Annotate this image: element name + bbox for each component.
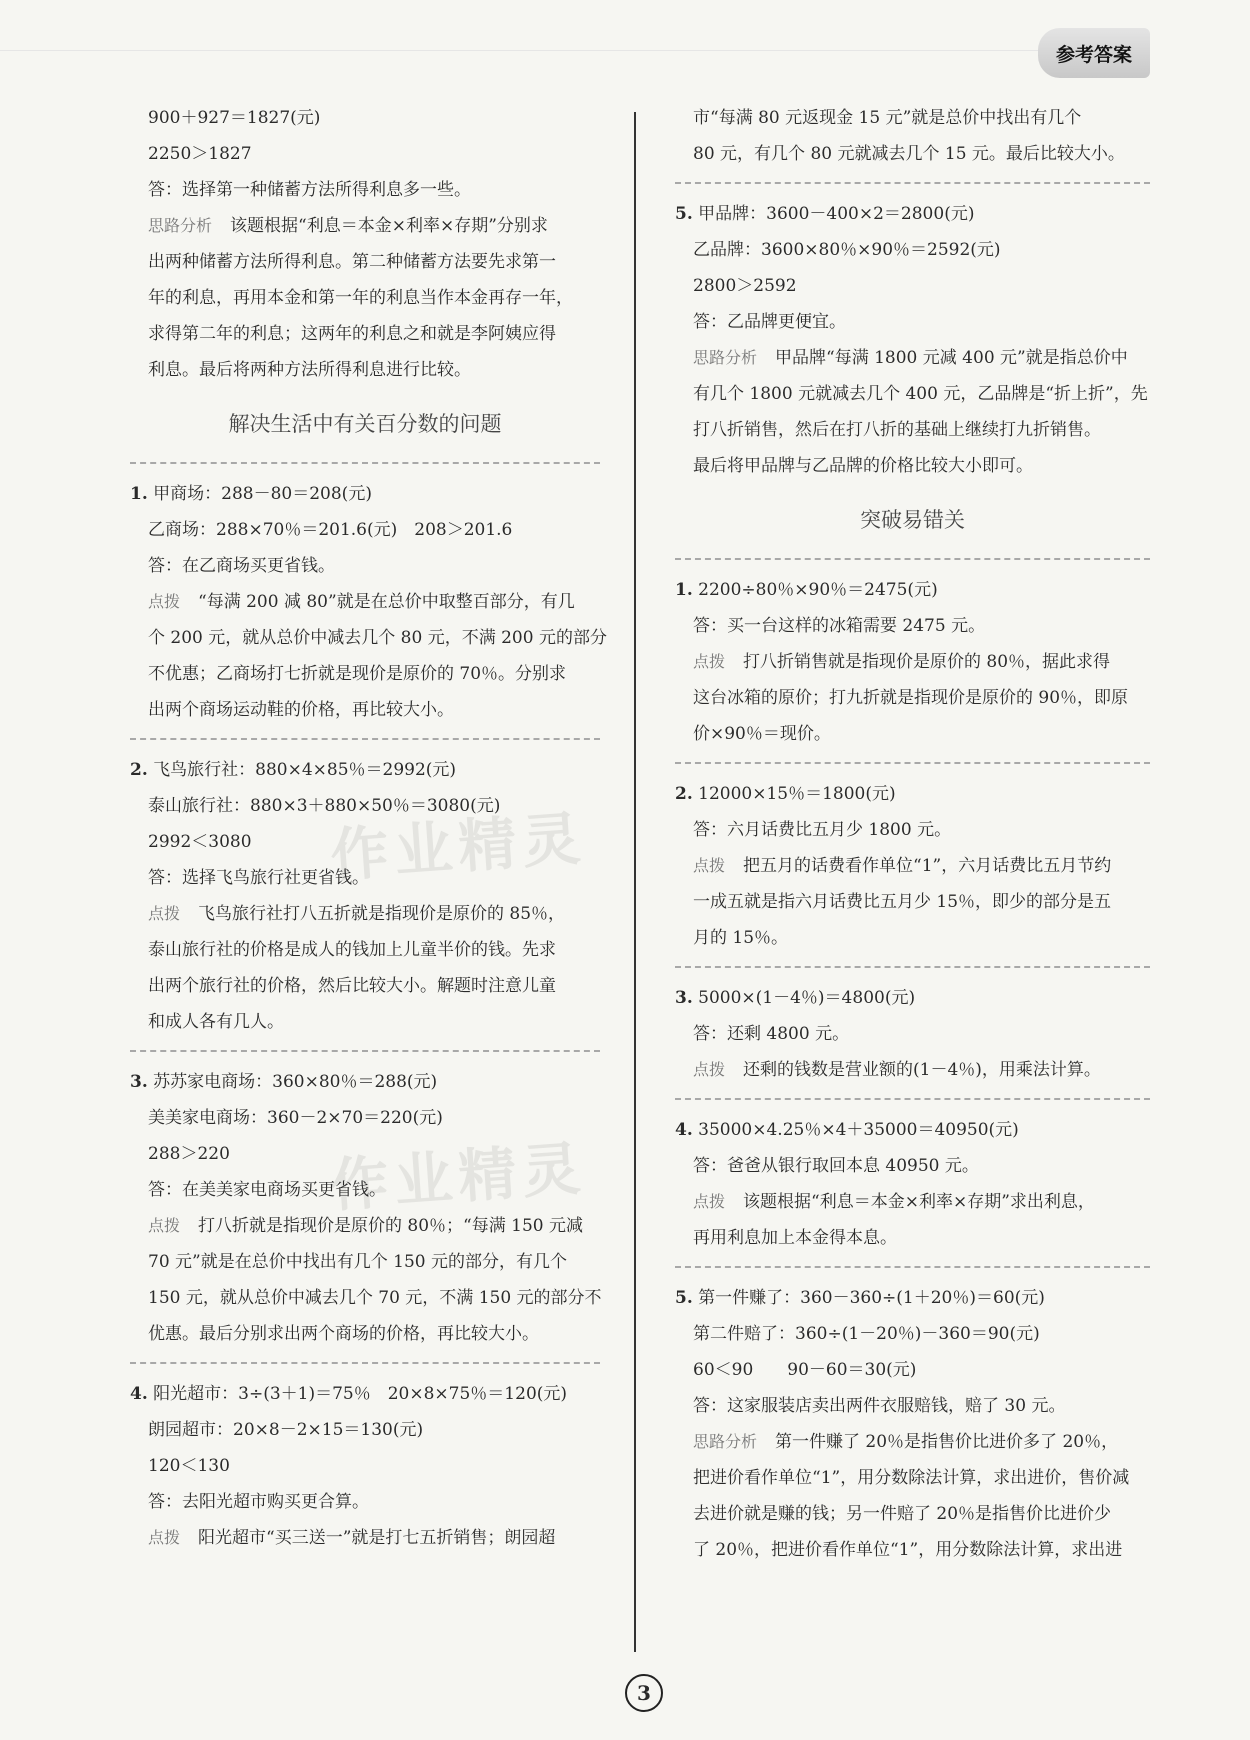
line-text: 答：爸爸从银行取回本息 40950 元。 [693,1156,979,1176]
hint-label: 思路分析 [693,348,758,367]
watermark: 作业精灵 [328,804,589,890]
question-line [130,476,600,512]
left-column [130,100,607,1556]
line-text: 80 元，有几个 80 元就减去几个 15 元。最后比较大小。 [693,144,1125,164]
text-line [130,620,607,656]
question-line [675,980,1150,1016]
text-line [675,644,1150,680]
text-line [130,208,600,244]
line-text: 美美家电商场：360－2×70＝220(元) [148,1108,443,1128]
text-line [130,824,600,860]
line-text: 月的 15％。 [693,928,789,948]
text-line [130,584,600,620]
line-text: 2200÷80％×90％＝2475(元) [698,580,938,600]
line-text: 2250＞1827 [148,144,252,164]
line-text: 还剩的钱数是营业额的(1－4％)，用乘法计算。 [743,1060,1101,1080]
line-text: 市“每满 80 元返现金 15 元”就是总价中找出有几个 [693,108,1082,128]
text-line [675,848,1150,884]
line-text: 答：选择第一种储蓄方法所得利息多一些。 [148,180,471,200]
dashed-separator [675,966,1150,968]
dashed-separator [130,462,600,464]
text-line [130,788,600,824]
text-line [130,1136,600,1172]
line-text: 把五月的话费看作单位“1”，六月话费比五月节约 [743,856,1112,876]
line-text: 2992＜3080 [148,832,252,852]
hint-label: 点拨 [693,856,726,875]
line-text: 把进价看作单位“1”，用分数除法计算，求出进价，售价减 [693,1468,1130,1488]
line-text: 第一件赚了 20％是指售价比进价多了 20％， [775,1432,1119,1452]
question-line [130,1376,600,1412]
line-text: 288＞220 [148,1144,230,1164]
text-line [675,1220,1150,1256]
text-line [130,1280,600,1316]
hint-label: 思路分析 [148,216,213,235]
text-line [130,860,600,896]
hint-label: 思路分析 [693,1432,758,1451]
text-line [675,340,1150,376]
line-text: 第二件赔了：360÷(1－20％)－360＝90(元) [693,1324,1040,1344]
line-text: 出两种储蓄方法所得利息。第二种储蓄方法要先求第一 [148,252,556,272]
dashed-separator [130,738,600,740]
line-text: 打八折销售就是指现价是原价的 80％，据此求得 [743,652,1111,672]
text-line [130,1172,600,1208]
text-line [130,1004,600,1040]
line-text: 答：买一台这样的冰箱需要 2475 元。 [693,616,986,636]
text-line [130,1412,600,1448]
question-number: 4. [130,1384,148,1404]
text-line [675,448,1150,484]
line-text: 答：去阳光超市购买更合算。 [148,1492,369,1512]
line-text: 答：在美美家电商场买更省钱。 [148,1180,386,1200]
line-text: 了 20％，把进价看作单位“1”，用分数除法计算，求出进 [693,1540,1123,1560]
text-line [130,896,600,932]
header-rule [0,50,1040,51]
line-text: 答：六月话费比五月少 1800 元。 [693,820,952,840]
text-line [675,920,1150,956]
text-line [675,608,1150,644]
line-text: 和成人各有几人。 [148,1012,284,1032]
dashed-separator [675,182,1150,184]
text-line [130,692,600,728]
line-text: 150 元，就从总价中减去几个 70 元，不满 150 元的部分不 [148,1288,602,1308]
text-line [130,1100,600,1136]
text-line [130,1316,600,1352]
text-line [675,1052,1150,1088]
line-text: 5000×(1－4％)＝4800(元) [698,988,916,1008]
line-text: 70 元”就是在总价中找出有几个 150 元的部分，有几个 [148,1252,567,1272]
line-text: 甲商场：288－80＝208(元) [153,484,372,504]
watermark: 作业精灵 [328,1134,589,1220]
section-heading: 解决生活中有关百分数的问题 [228,412,502,436]
question-line [130,1064,600,1100]
line-text: 答：选择飞鸟旅行社更省钱。 [148,868,369,888]
hint-label: 点拨 [148,1528,181,1547]
text-line [130,172,600,208]
text-line [675,1184,1150,1220]
text-line [130,548,600,584]
question-line [675,1112,1150,1148]
text-line [675,680,1150,716]
line-text: 这台冰箱的原价；打九折就是指现价是原价的 90％，即原 [693,688,1129,708]
question-line [675,196,1150,232]
text-line [675,1532,1150,1568]
line-text: 苏苏家电商场：360×80％＝288(元) [153,1072,438,1092]
text-line [675,136,1150,172]
text-line [130,656,600,692]
question-number: 5. [675,204,693,224]
line-text: 价×90％＝现价。 [693,724,831,744]
line-text: 朗园超市：20×8－2×15＝130(元) [148,1420,424,1440]
text-line [675,1016,1150,1052]
line-text: 35000×4.25％×4＋35000＝40950(元) [698,1120,1019,1140]
line-text: 个 200 元，就从总价中减去几个 80 元，不满 200 元的部分 [148,628,607,648]
dashed-separator [675,1266,1150,1268]
line-text: 乙品牌：3600×80％×90％＝2592(元) [693,240,1001,260]
line-text: 答：在乙商场买更省钱。 [148,556,335,576]
column-divider [634,112,636,1652]
text-line [675,1496,1150,1532]
line-text: 阳光超市“买三送一”就是打七五折销售；朗园超 [198,1528,556,1548]
line-text: 答：还剩 4800 元。 [693,1024,850,1044]
line-text: 优惠。最后分别求出两个商场的价格，再比较大小。 [148,1324,539,1344]
line-text: 有几个 1800 元就减去几个 400 元，乙品牌是“折上折”，先 [693,384,1148,404]
section-heading: 突破易错关 [860,508,965,532]
line-text: 打八折销售，然后在打八折的基础上继续打九折销售。 [693,420,1101,440]
question-number: 2. [130,760,148,780]
hint-label: 点拨 [148,592,181,611]
dashed-separator [130,1362,600,1364]
line-text: 最后将甲品牌与乙品牌的价格比较大小即可。 [693,456,1033,476]
line-text: 2800＞2592 [693,276,797,296]
text-line [675,812,1150,848]
line-text: 甲品牌：3600－400×2＝2800(元) [698,204,975,224]
text-line [675,884,1150,920]
question-number: 1. [675,580,693,600]
question-line [675,572,1150,608]
page-number: 3 [625,1674,663,1712]
line-text: 打八折就是指现价是原价的 80％；“每满 150 元减 [198,1216,583,1236]
dashed-separator [675,558,1150,560]
line-text: 第一件赚了：360－360÷(1＋20％)＝60(元) [698,1288,1045,1308]
text-line [675,1352,1150,1388]
text-line [675,412,1150,448]
line-text: 60＜90 90－60＝30(元) [693,1360,917,1380]
line-text: 泰山旅行社的价格是成人的钱加上儿童半价的钱。先求 [148,940,556,960]
hint-label: 点拨 [148,904,181,923]
line-text: 甲品牌“每满 1800 元减 400 元”就是指总价中 [775,348,1128,368]
line-text: 出两个旅行社的价格，然后比较大小。解题时注意儿童 [148,976,556,996]
line-text: 年的利息，再用本金和第一年的利息当作本金再存一年， [148,288,573,308]
line-text: “每满 200 减 80”就是在总价中取整百部分，有几 [198,592,575,612]
text-line [130,1244,600,1280]
text-line [675,100,1150,136]
question-line [675,776,1150,812]
line-text: 该题根据“利息＝本金×利率×存期”分别求 [230,216,548,236]
hint-label: 点拨 [693,1192,726,1211]
line-text: 求得第二年的利息；这两年的利息之和就是李阿姨应得 [148,324,556,344]
line-text: 答：这家服装店卖出两件衣服赔钱，赔了 30 元。 [693,1396,1066,1416]
line-text: 阳光超市：3÷(3＋1)＝75％ 20×8×75％＝120(元) [153,1384,568,1404]
text-line [130,968,600,1004]
line-text: 120＜130 [148,1456,230,1476]
question-number: 4. [675,1120,693,1140]
text-line [130,136,600,172]
right-column [675,100,1150,1568]
text-line [130,352,600,388]
text-line [675,1388,1150,1424]
text-line [130,1520,600,1556]
text-line [130,1448,600,1484]
line-text: 答：乙品牌更便宜。 [693,312,846,332]
dashed-separator [130,1050,600,1052]
line-text: 泰山旅行社：880×3＋880×50％＝3080(元) [148,796,501,816]
text-line [130,100,600,136]
text-line [130,932,600,968]
text-line [130,512,600,548]
text-line [675,1148,1150,1184]
line-text: 出两个商场运动鞋的价格，再比较大小。 [148,700,454,720]
text-line [675,1316,1150,1352]
question-number: 1. [130,484,148,504]
line-text: 一成五就是指六月话费比五月少 15％，即少的部分是五 [693,892,1112,912]
question-line [130,752,600,788]
text-line [130,244,600,280]
line-text: 900＋927＝1827(元) [148,108,321,128]
text-line [675,376,1150,412]
answer-key-tab: 参考答案 [1038,28,1150,78]
line-text: 利息。最后将两种方法所得利息进行比较。 [148,360,471,380]
text-line [130,280,600,316]
dashed-separator [675,762,1150,764]
line-text: 飞鸟旅行社打八五折就是指现价是原价的 85％， [198,904,566,924]
question-line [675,1280,1150,1316]
line-text: 该题根据“利息＝本金×利率×存期”求出利息， [743,1192,1095,1212]
text-line [675,232,1150,268]
text-line [675,1460,1150,1496]
hint-label: 点拨 [148,1216,181,1235]
line-text: 飞鸟旅行社：880×4×85％＝2992(元) [153,760,457,780]
line-text: 乙商场：288×70％＝201.6(元) 208＞201.6 [148,520,513,540]
hint-label: 点拨 [693,652,726,671]
text-line [675,304,1150,340]
question-number: 2. [675,784,693,804]
text-line [675,716,1150,752]
dashed-separator [675,1098,1150,1100]
line-text: 12000×15％＝1800(元) [698,784,896,804]
question-number: 3. [675,988,693,1008]
line-text: 去进价就是赚的钱；另一件赔了 20％是指售价比进价少 [693,1504,1112,1524]
text-line [130,1208,600,1244]
text-line [130,1484,600,1520]
text-line [675,1424,1150,1460]
line-text: 再用利息加上本金得本息。 [693,1228,897,1248]
text-line [675,268,1150,304]
hint-label: 点拨 [693,1060,726,1079]
text-line [130,316,600,352]
question-number: 3. [130,1072,148,1092]
line-text: 不优惠；乙商场打七折就是现价是原价的 70％。分别求 [148,664,567,684]
question-number: 5. [675,1288,693,1308]
